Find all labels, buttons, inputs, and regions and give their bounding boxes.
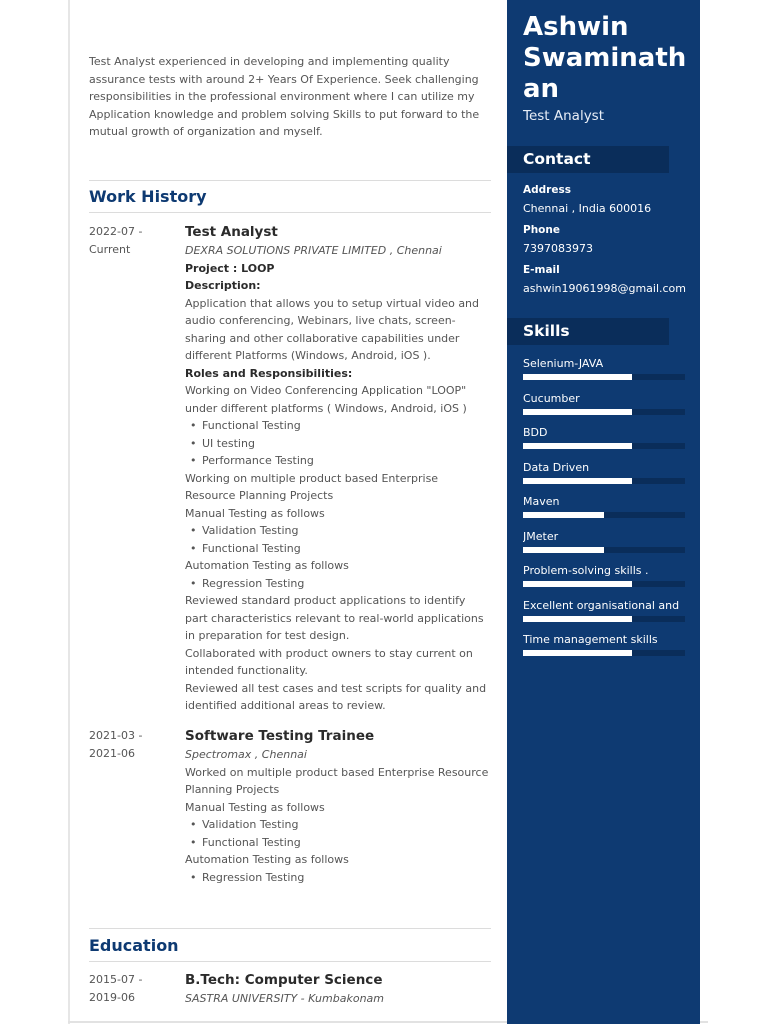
job-line: Manual Testing as follows	[185, 506, 325, 520]
skill-item	[523, 598, 685, 622]
candidate-name: Ashwin Swaminath an	[523, 12, 687, 104]
skill-level-fill	[523, 409, 632, 415]
skill-level-bar	[523, 616, 685, 622]
education-heading: Education	[89, 936, 179, 955]
section-divider	[89, 961, 491, 962]
job-date-end: 2021-06	[89, 746, 135, 760]
skill-name: Data Driven	[523, 460, 590, 474]
skill-name: BDD	[523, 426, 548, 439]
job-entry	[185, 222, 491, 715]
email-value: ashwin19061998@gmail.com	[523, 282, 686, 295]
job-bullet: • UI testing	[185, 435, 491, 453]
skill-item	[523, 425, 685, 449]
skill-name: Problem-solving skills .	[523, 564, 649, 577]
skill-item	[523, 632, 685, 656]
job-line: Worked on multiple product based Enterprise Resource Planning Projects	[185, 765, 489, 796]
skill-item	[523, 356, 685, 380]
education-degree: B.Tech: Computer Science	[185, 972, 383, 988]
work-history-heading: Work History	[89, 187, 207, 206]
skill-name: Time management skills	[523, 633, 658, 646]
skill-level-bar	[523, 409, 685, 415]
job-description: Application that allows you to setup virtual video and audio conferencing, Webinars, live chats, screen-sharing and other collaborative capabilities under different Platforms (Windows, Android, iOS ).	[185, 296, 480, 362]
skill-level-fill	[523, 616, 632, 622]
job-entry	[185, 726, 491, 886]
phone-value: 7397083973	[523, 242, 593, 255]
address-value: Chennai , India 600016	[523, 202, 652, 215]
skill-level-bar	[523, 478, 685, 484]
job-line: Automation Testing as follows	[185, 853, 349, 866]
job-description-label: Description:	[185, 279, 261, 292]
job-date-start: 2022-07 -	[89, 225, 143, 238]
phone-label: Phone	[523, 224, 560, 236]
skill-level-fill	[523, 512, 604, 518]
skill-level-fill	[523, 478, 632, 484]
skill-item	[523, 529, 685, 553]
job-company: DEXRA SOLUTIONS PRIVATE LIMITED , Chennai	[185, 244, 442, 257]
candidate-role: Test Analyst	[523, 108, 605, 124]
skill-item	[523, 460, 685, 484]
section-divider	[89, 180, 491, 181]
email-label: E-mail	[523, 264, 560, 276]
job-roles-intro: Working on Video Conferencing Application "LOOP" under different platforms ( Windows, Android, iOS )	[185, 384, 467, 415]
job-bullet: • Regression Testing	[185, 575, 491, 593]
skill-level-bar	[523, 581, 685, 587]
skill-level-fill	[523, 581, 632, 587]
job-bullet: • Functional Testing	[185, 417, 491, 435]
job-bullet: • Functional Testing	[185, 834, 491, 852]
job-line: Automation Testing as follows	[185, 559, 349, 572]
education-school: SASTRA UNIVERSITY - Kumbakonam	[185, 992, 384, 1005]
job-bullet: • Validation Testing	[185, 522, 491, 540]
education-date	[89, 971, 169, 1006]
skill-item	[523, 494, 685, 518]
skill-name: JMeter	[523, 529, 559, 543]
contact-heading: Contact	[507, 146, 669, 173]
skill-item	[523, 391, 685, 415]
job-date-start: 2021-03 -	[89, 729, 143, 742]
skill-name: Excellent organisational and	[523, 598, 680, 612]
address-label: Address	[523, 184, 571, 196]
page-left-edge	[68, 0, 70, 1024]
job-title: Test Analyst	[185, 224, 278, 240]
skill-level-fill	[523, 650, 632, 656]
skill-level-bar	[523, 374, 685, 380]
education-date-start: 2015-07 -	[89, 973, 143, 986]
skill-level-fill	[523, 547, 604, 553]
skill-level-bar	[523, 512, 685, 518]
professional-summary: Test Analyst experienced in developing and implementing quality assurance tests with around 2+ Years Of Experience. Seek challenging responsibilities in the professional environment where I can utilize my Application knowledge and problem solving Skills to put forward to the mutual growth of organization and myself.	[89, 55, 480, 138]
resume-main-column	[89, 0, 491, 1024]
skill-level-bar	[523, 547, 685, 553]
skill-name: Cucumber	[523, 391, 580, 405]
job-bullet: • Regression Testing	[185, 869, 491, 887]
skills-heading: Skills	[507, 318, 669, 345]
job-roles-label: Roles and Responsibilities:	[185, 366, 353, 380]
job-line: Working on multiple product based Enterprise Resource Planning Projects	[185, 471, 439, 502]
job-date-end: Current	[89, 242, 131, 256]
skill-level-bar	[523, 650, 685, 656]
job-date	[89, 223, 169, 258]
education-date-end: 2019-06	[89, 990, 135, 1004]
section-divider	[89, 928, 491, 929]
job-line: Reviewed all test cases and test scripts for quality and identified additional areas to review.	[185, 681, 487, 712]
job-title: Software Testing Trainee	[185, 728, 375, 744]
skill-level-fill	[523, 443, 632, 449]
job-bullet: • Functional Testing	[185, 540, 491, 558]
skill-name: Selenium-JAVA	[523, 357, 604, 370]
job-bullet: • Performance Testing	[185, 452, 491, 470]
skill-name: Maven	[523, 495, 560, 508]
job-company: Spectromax , Chennai	[185, 748, 307, 761]
skill-level-bar	[523, 443, 685, 449]
job-line: Manual Testing as follows	[185, 800, 325, 814]
skill-item	[523, 563, 685, 587]
skill-level-fill	[523, 374, 632, 380]
job-date	[89, 727, 169, 762]
job-project: Project : LOOP	[185, 261, 275, 275]
section-divider	[89, 212, 491, 213]
job-line: Collaborated with product owners to stay current on intended functionality.	[185, 646, 473, 677]
resume-sidebar	[507, 0, 700, 1024]
education-entry	[185, 970, 491, 1008]
job-line: Reviewed standard product applications to identify part characteristics relevant to real-world applications in preparation for test design.	[185, 594, 484, 642]
job-bullet: • Validation Testing	[185, 816, 491, 834]
